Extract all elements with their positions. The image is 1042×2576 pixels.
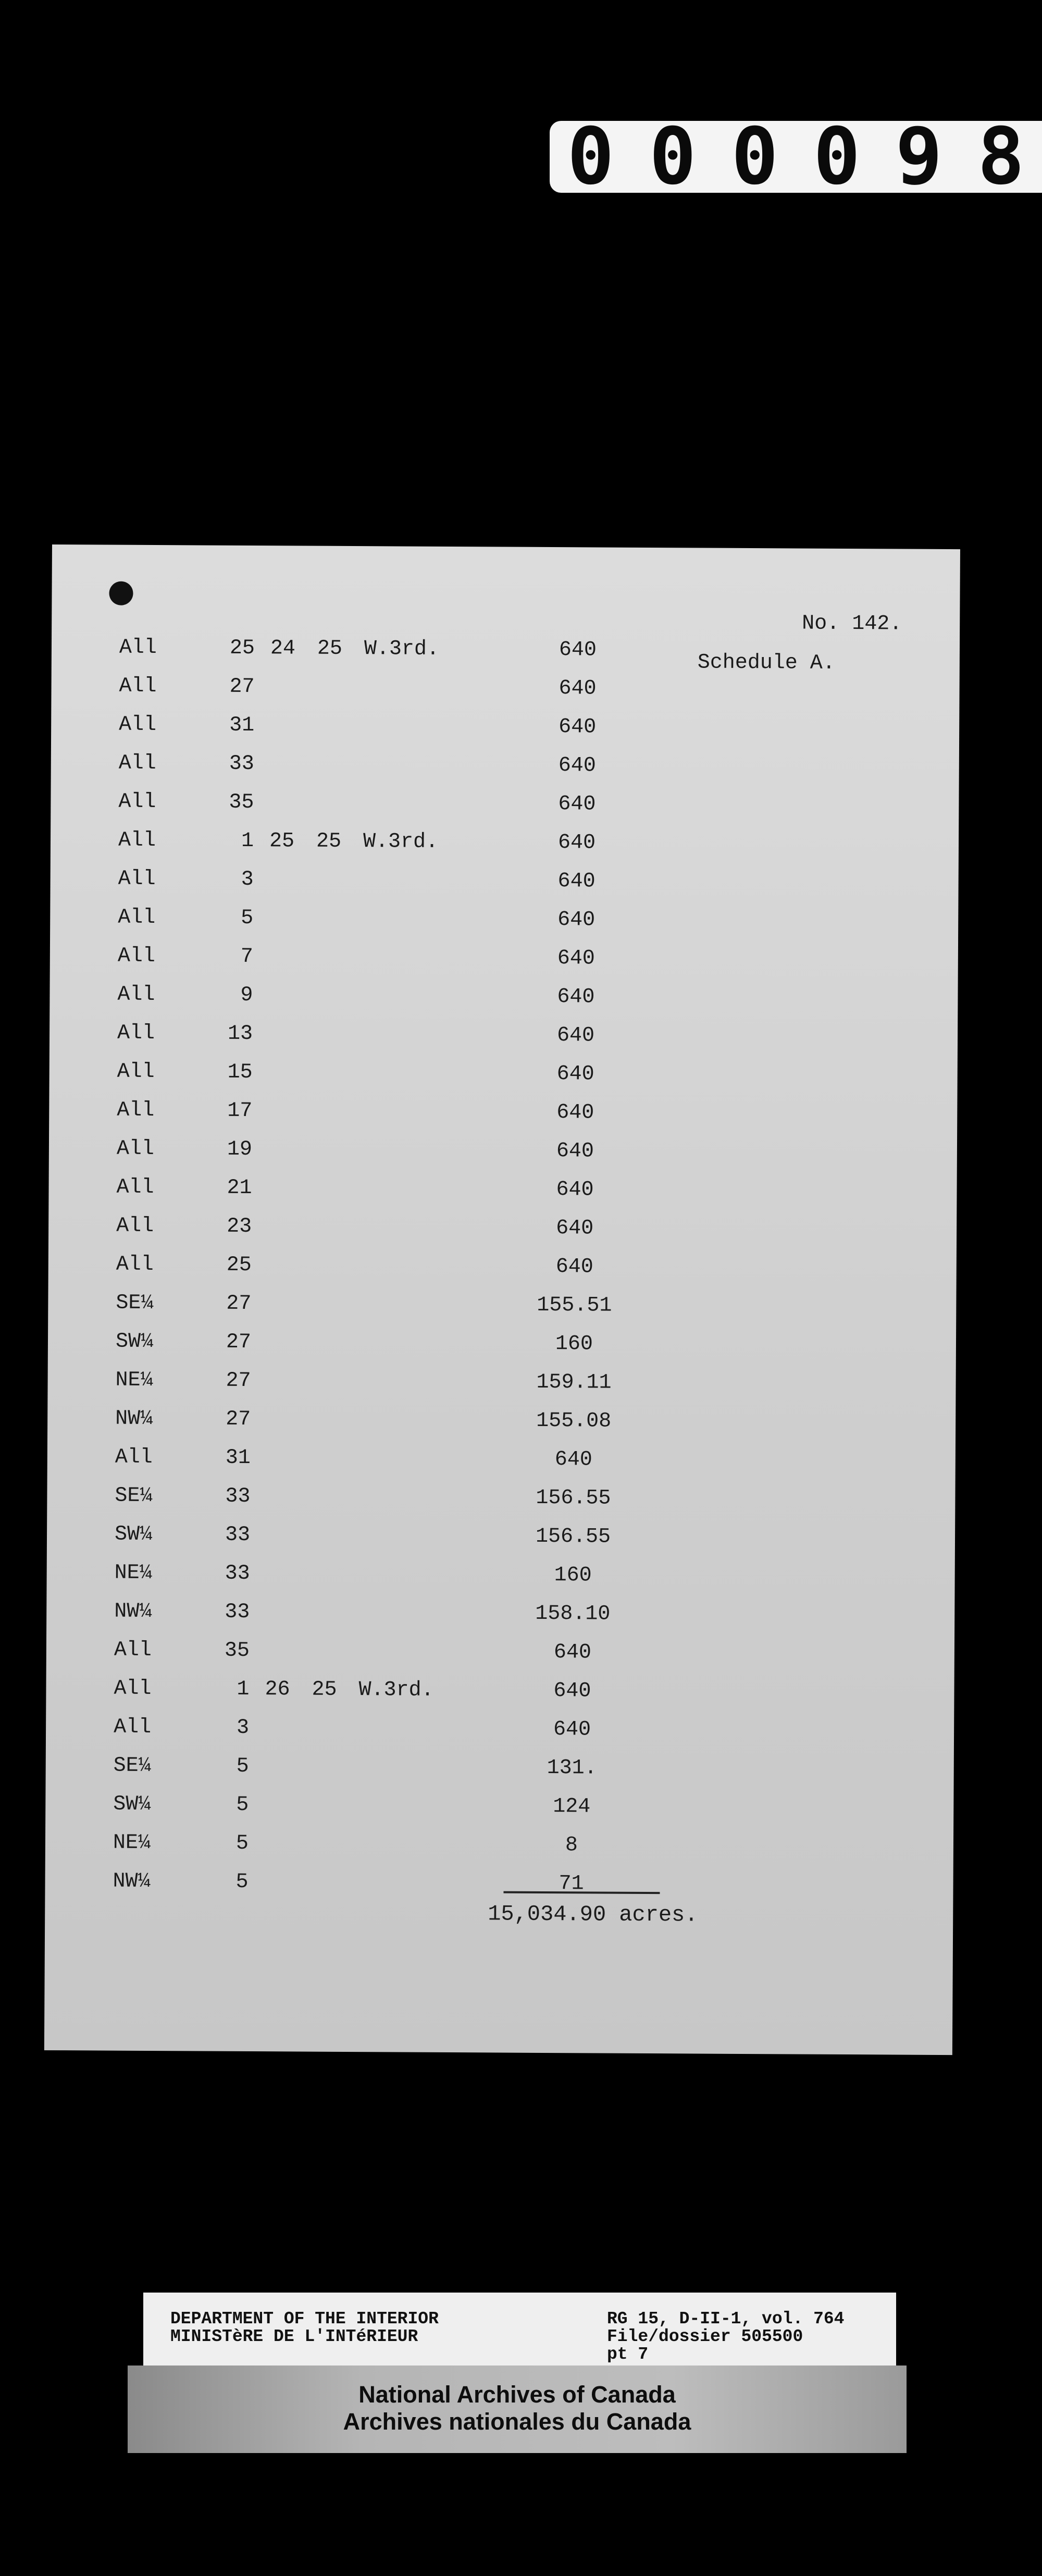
part-cell: All (116, 1214, 154, 1239)
section-cell: 27 (226, 1292, 252, 1316)
acres-cell: 640 (557, 831, 596, 855)
section-cell: 1 (237, 1677, 250, 1702)
table-row (51, 751, 937, 795)
section-cell: 15 (227, 1060, 253, 1085)
frame-digit: 0 (731, 112, 778, 202)
table-row (51, 713, 937, 756)
section-cell: 31 (229, 713, 255, 738)
part-cell: NW¼ (115, 1407, 153, 1431)
part-cell: All (118, 828, 156, 853)
table-row (48, 1291, 934, 1334)
frame-digit: 0 (649, 112, 697, 202)
table-row (51, 790, 936, 833)
range-cell: 25 (317, 637, 343, 661)
acres-cell: 640 (556, 1178, 594, 1202)
acres-cell: 156.55 (535, 1525, 611, 1549)
section-cell: 1 (241, 829, 254, 853)
acres-cell: 640 (559, 638, 597, 662)
section-cell: 19 (227, 1137, 253, 1162)
section-cell: 25 (229, 636, 255, 661)
section-cell: 17 (227, 1099, 253, 1123)
section-cell: 3 (241, 868, 254, 892)
section-cell: 7 (240, 945, 253, 969)
acres-cell: 640 (558, 792, 596, 816)
meridian-cell: W.3rd. (358, 1678, 434, 1702)
part-cell: All (116, 1175, 154, 1200)
frame-digit: 0 (567, 112, 614, 202)
table-row (50, 906, 936, 949)
acres-cell: 640 (556, 1217, 594, 1241)
section-cell: 5 (236, 1754, 249, 1779)
part-cell: All (118, 790, 156, 814)
section-cell: 33 (225, 1562, 250, 1586)
table-row (52, 636, 937, 679)
table-row (48, 1214, 934, 1257)
archives-banner (128, 2366, 907, 2453)
acres-cell: 640 (557, 985, 595, 1009)
section-cell: 27 (226, 1330, 252, 1355)
archives-name-fr: Archives nationales du Canada (343, 2408, 691, 2435)
township-cell: 26 (265, 1678, 290, 1702)
acres-cell: 156.55 (536, 1486, 611, 1510)
table-row (48, 1175, 934, 1219)
frame-digit: 9 (895, 112, 942, 202)
acres-cell: 8 (565, 1834, 578, 1857)
part-cell: All (114, 1677, 152, 1701)
part-cell: SE¼ (115, 1484, 153, 1508)
acres-cell: 640 (557, 947, 595, 971)
part-cell: NW¼ (114, 1600, 152, 1624)
part-cell: All (118, 867, 156, 891)
document-number: No. 142. (802, 612, 902, 636)
frame-digit: 8 (977, 112, 1025, 202)
acres-cell: 160 (555, 1332, 593, 1356)
table-row (45, 1792, 931, 1836)
table-row (50, 867, 936, 910)
acres-cell: 640 (555, 1255, 593, 1279)
part-cell: All (117, 983, 155, 1007)
table-row (47, 1368, 933, 1411)
table-row (47, 1522, 933, 1566)
table-row (49, 1021, 935, 1064)
section-cell: 9 (240, 983, 253, 1008)
table-row (49, 983, 935, 1026)
part-cell: All (113, 1715, 152, 1740)
table-row (47, 1484, 933, 1527)
section-cell: 27 (226, 1369, 251, 1393)
section-cell: 5 (235, 1831, 249, 1856)
part-cell: NE¼ (115, 1368, 153, 1393)
acres-cell: 640 (559, 677, 597, 701)
section-cell: 33 (225, 1523, 251, 1547)
section-cell: 21 (227, 1176, 252, 1200)
table-row (46, 1600, 932, 1643)
section-cell: 35 (229, 790, 254, 815)
frame-digit: 0 (813, 112, 861, 202)
table-row (47, 1445, 933, 1489)
range-cell: 25 (312, 1678, 337, 1702)
part-cell: All (119, 636, 157, 660)
part-cell: All (117, 1060, 155, 1084)
department-block (170, 2310, 439, 2346)
reference-line: File/dossier 505500 (607, 2327, 803, 2346)
part-cell: All (117, 1021, 155, 1046)
acres-cell: 155.08 (536, 1409, 612, 1433)
meridian-cell: W.3rd. (363, 830, 439, 854)
acres-cell: 640 (557, 870, 596, 894)
part-cell: SW¼ (115, 1330, 154, 1354)
total-acres: 15,034.90 acres. (488, 1901, 698, 1928)
document-sheet (44, 544, 960, 2055)
acres-cell: 159.11 (536, 1370, 612, 1395)
acres-cell: 640 (559, 715, 597, 739)
section-cell: 33 (225, 1600, 250, 1625)
frame-number (550, 112, 1042, 202)
section-cell: 27 (226, 1407, 251, 1432)
schedule-label: Schedule A. (697, 651, 835, 675)
acres-cell: 158.10 (535, 1602, 611, 1626)
table-row (49, 1098, 935, 1142)
section-cell: 33 (229, 752, 254, 776)
section-cell: 5 (235, 1870, 249, 1894)
part-cell: All (116, 1137, 155, 1161)
part-cell: NW¼ (113, 1869, 151, 1894)
part-cell: All (117, 1098, 155, 1123)
township-cell: 25 (269, 829, 295, 853)
acres-cell: 640 (556, 1024, 595, 1048)
acres-cell: 640 (558, 754, 596, 778)
archives-name-en: National Archives of Canada (358, 2381, 676, 2408)
table-row (51, 828, 936, 872)
acres-cell: 124 (553, 1795, 591, 1819)
acres-cell: 71 (559, 1872, 584, 1896)
part-cell: All (114, 1638, 152, 1663)
acres-cell: 640 (556, 1101, 594, 1125)
section-cell: 31 (225, 1446, 251, 1470)
part-cell: SW¼ (113, 1792, 151, 1817)
part-cell: SW¼ (114, 1522, 153, 1547)
section-cell: 35 (224, 1639, 250, 1663)
table-row (49, 1137, 935, 1180)
table-row (46, 1561, 932, 1604)
table-row (46, 1677, 932, 1720)
part-cell: SE¼ (113, 1754, 151, 1778)
part-cell: All (118, 751, 156, 776)
table-row (45, 1831, 931, 1874)
section-cell: 5 (236, 1793, 249, 1817)
part-cell: NE¼ (114, 1561, 152, 1586)
range-cell: 25 (316, 829, 342, 853)
section-cell: 33 (225, 1484, 251, 1509)
reference-block (607, 2310, 844, 2363)
part-cell: All (116, 1253, 154, 1277)
table-row (51, 674, 937, 717)
part-cell: All (117, 944, 155, 969)
acres-cell: 640 (553, 1718, 591, 1742)
section-cell: 13 (227, 1022, 253, 1046)
part-cell: All (118, 906, 156, 930)
punch-hole (109, 581, 133, 605)
township-cell: 24 (270, 637, 296, 661)
table-row (46, 1715, 932, 1758)
table-row (48, 1330, 934, 1373)
acres-cell: 640 (553, 1679, 591, 1703)
part-cell: SE¼ (116, 1291, 154, 1316)
table-row (47, 1407, 933, 1450)
section-cell: 23 (227, 1215, 252, 1239)
meridian-cell: W.3rd. (364, 637, 440, 661)
table-row (46, 1638, 932, 1681)
section-cell: 27 (229, 675, 255, 699)
table-row (50, 944, 936, 987)
reference-line: RG 15, D-II-1, vol. 764 (607, 2309, 845, 2329)
reference-label (143, 2293, 896, 2371)
acres-cell: 131. (547, 1756, 597, 1780)
part-cell: All (119, 713, 157, 737)
department-fr: MINISTèRE DE L'INTéRIEUR (170, 2327, 418, 2346)
department-en: DEPARTMENT OF THE INTERIOR (170, 2309, 439, 2329)
acres-cell: 640 (553, 1641, 591, 1665)
part-cell: NE¼ (113, 1831, 151, 1855)
table-row (45, 1754, 931, 1797)
section-cell: 5 (241, 906, 254, 931)
acres-cell: 640 (556, 1062, 594, 1086)
table-row (48, 1253, 934, 1296)
acres-cell: 640 (556, 1140, 594, 1163)
acres-cell: 640 (557, 908, 596, 932)
section-cell: 25 (226, 1253, 252, 1278)
part-cell: All (119, 674, 157, 699)
acres-cell: 160 (554, 1564, 592, 1588)
part-cell: All (115, 1445, 153, 1470)
acres-cell: 640 (554, 1448, 592, 1472)
section-cell: 3 (236, 1716, 250, 1740)
reference-line: pt 7 (607, 2345, 649, 2364)
acres-cell: 155.51 (537, 1293, 612, 1318)
table-row (49, 1060, 935, 1103)
